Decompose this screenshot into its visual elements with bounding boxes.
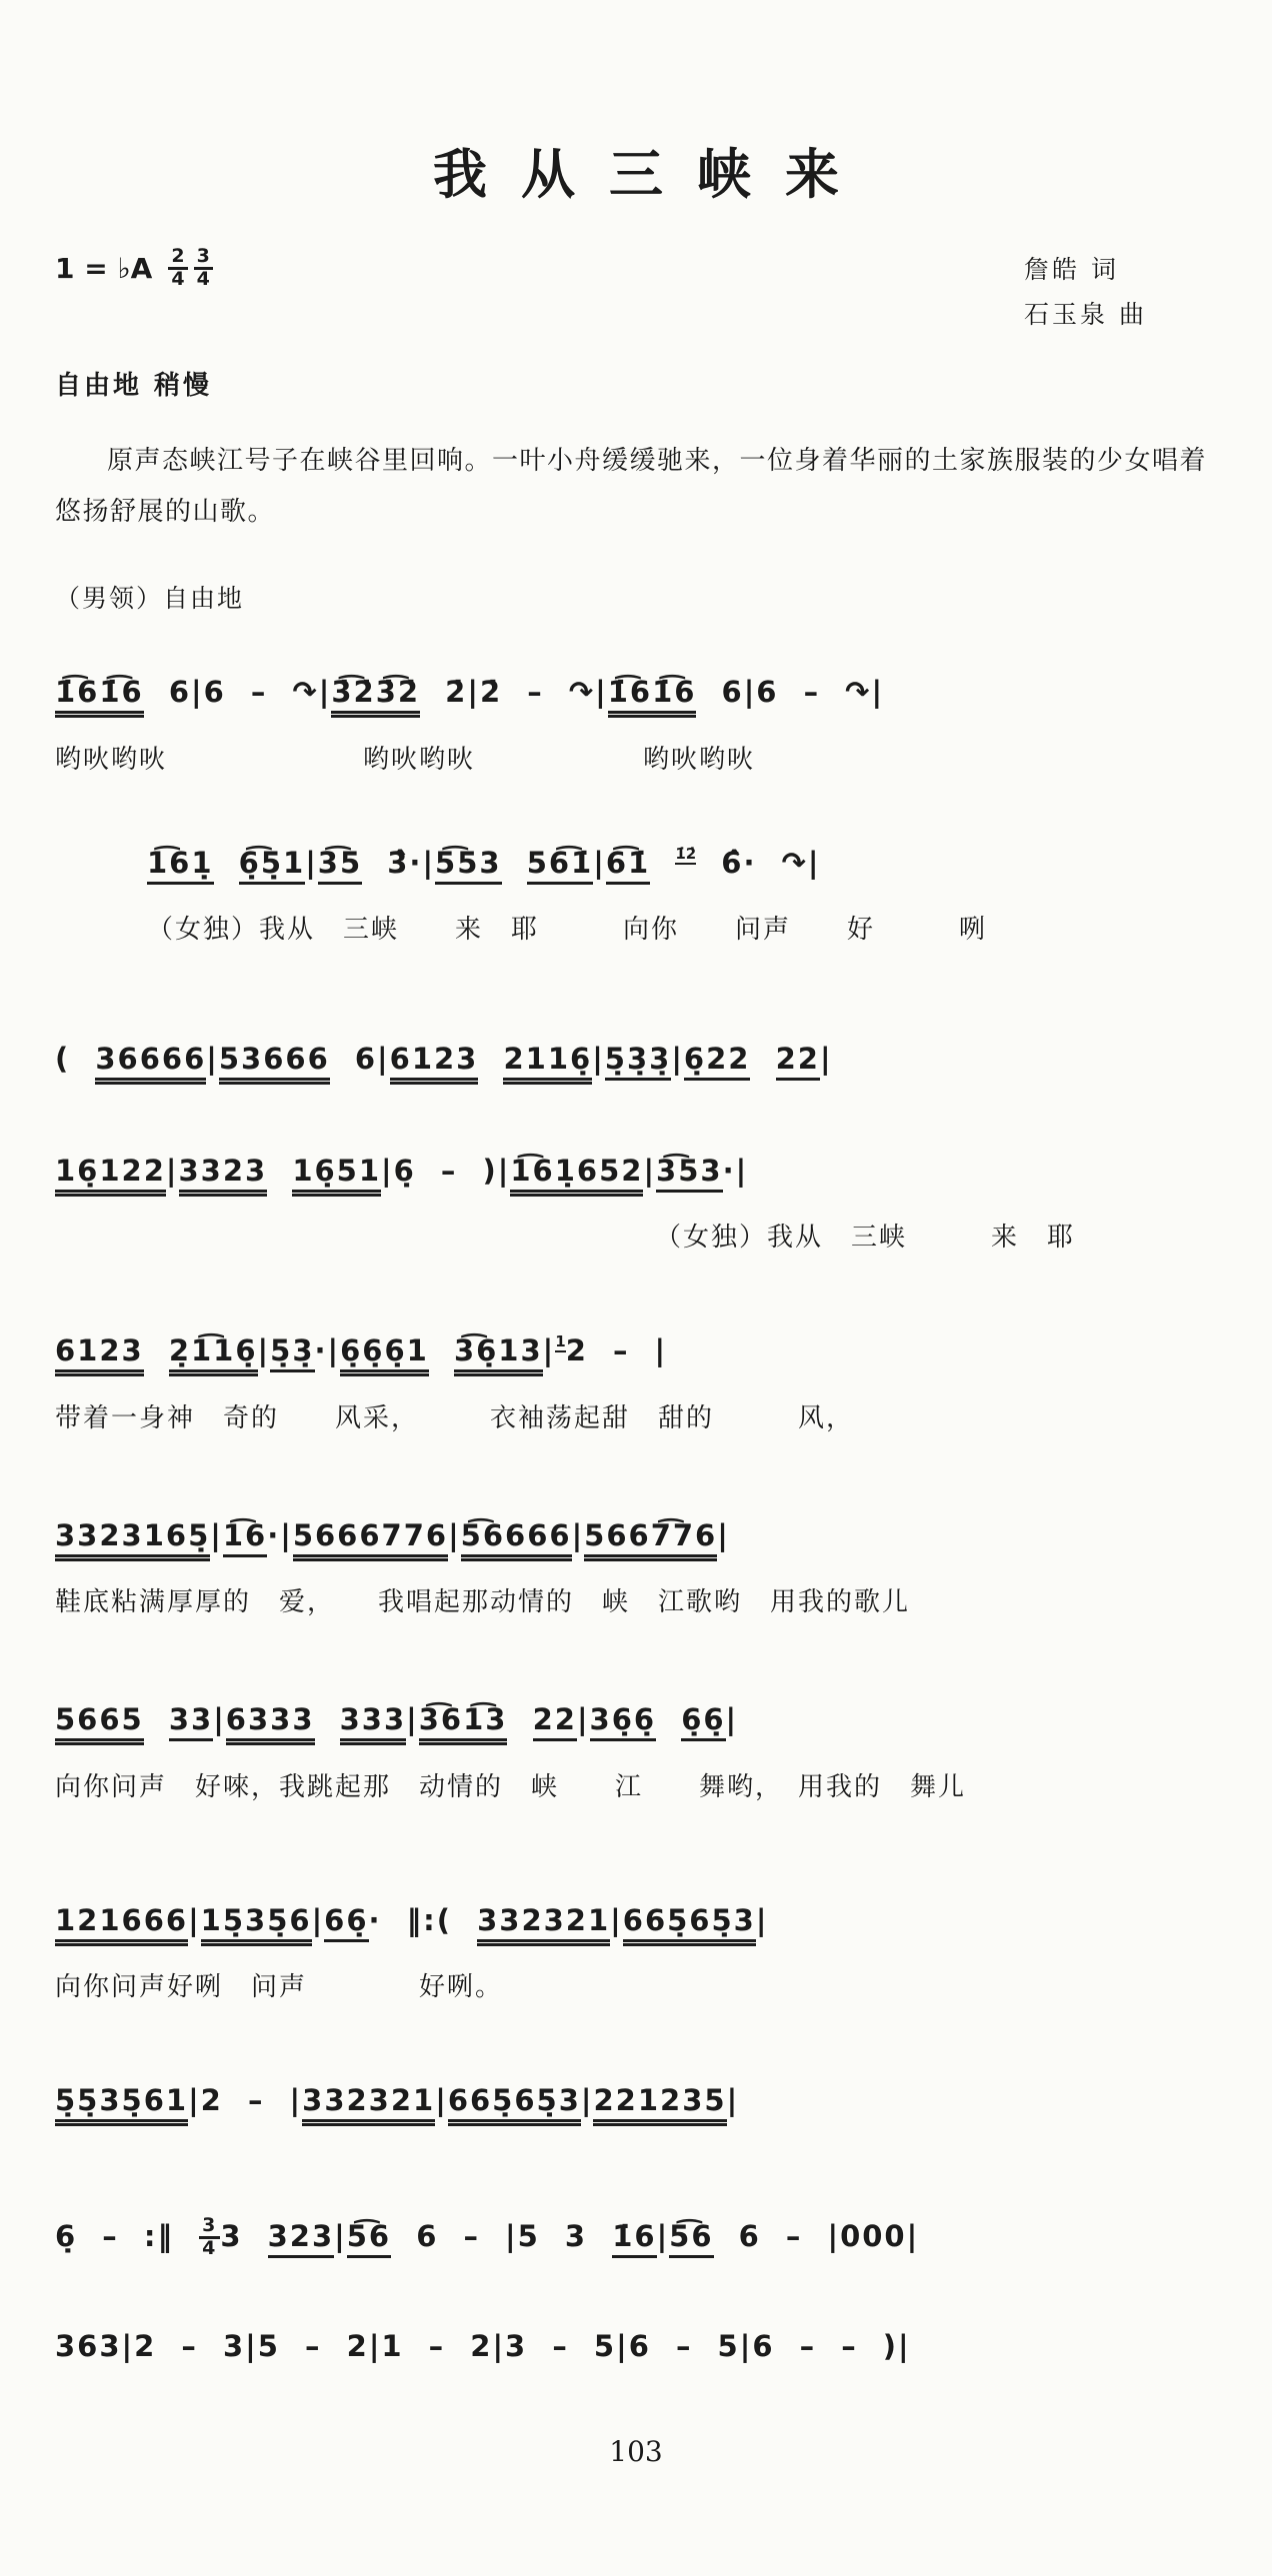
notes-line: 1̇͡61̇͡6 6|6 – ↷|3̇͡2̇3̇͡2̇ 2̇|2̇ – ↷|1̇͡61̇͡6 6|6 – ↷| <box>55 671 1217 725</box>
music-system <box>55 2079 1217 2133</box>
notes-line: 6̣ – :‖ $\frac{3}{4}$ 3 323|5͡6 6 – |5 3 1̇6|5͡6 6 – |000| <box>55 2214 920 2260</box>
song-title: 我从三峡来 <box>433 142 873 206</box>
music-system <box>55 671 1217 776</box>
time-signatures <box>168 247 212 290</box>
music-system <box>55 1899 1217 2004</box>
notes-line: 5665 33|6333 333|3͡61͡3 22|36̣6̣ 6̣6̣| <box>55 1698 1217 1752</box>
lyricist-credit: 詹皓 词 <box>1024 255 1119 284</box>
music-system <box>55 1329 1217 1434</box>
page-number: 103 <box>609 2434 663 2468</box>
music-system <box>55 2325 1217 2379</box>
music-system <box>55 2215 1217 2269</box>
notes-line: ( 36666|53666 6|6123 2116̣|5̣3̣3̣|6̣22 22| <box>55 1038 1217 1092</box>
notes-line: 363|2 – 3|5 – 2|1 – 2|3 – 5|6 – 5|6 – – )| <box>55 2329 911 2364</box>
lyrics-line: （女独）我从 三峡 来 耶 向你 问声 好 咧 <box>147 915 988 946</box>
music-system <box>55 1514 1217 1619</box>
section-label: （男领）自由地 <box>55 584 245 614</box>
notes-line: 5̣5̣35̣61|2 – |332321|665̣65̣3|221235| <box>55 2079 1217 2133</box>
composer-credit: 石玉泉 曲 <box>1024 300 1147 329</box>
music-systems <box>55 671 1217 2378</box>
time-signature: 2 4 <box>168 247 187 290</box>
notes-line: 1͡61̣ 6̣͡5̣1|3͡5 3̂·|5͡53 56͡1̇|6͡1̇ $^{1̇2̇}$ 6̂· ↷| <box>147 842 1217 896</box>
music-system <box>55 1698 1217 1803</box>
lyrics-line: 鞋底粘满厚厚的 爱， 我唱起那动情的 峡 江歌哟 用我的歌儿 <box>55 1587 911 1618</box>
lyrics-line: 向你问声 好唻，我跳起那 动情的 峡 江 舞哟， 用我的 舞儿 <box>55 1771 967 1802</box>
sheet-music-page <box>0 132 1272 2576</box>
music-system <box>55 1038 1217 1092</box>
music-system <box>55 1150 1217 1255</box>
lyrics-line: 带着一身神 奇的 风采， 衣袖荡起甜 甜的 风， <box>55 1402 855 1433</box>
tempo-marking: 自由地 稍慢 <box>55 371 213 401</box>
music-system <box>147 842 1217 947</box>
lyrics-line: 向你问声好咧 问声 好咧。 <box>55 1972 504 2003</box>
meta-row <box>55 247 1217 337</box>
credits <box>1024 247 1147 337</box>
lyrics-line: 哟吙哟吙 哟吙哟吙 哟吙哟吙 <box>55 744 756 775</box>
notes-line: 16̣122|3323 16̣51|6̣ – )|1͡61̣652|3͡53·| <box>55 1150 1217 1204</box>
key-signature-text: 1 = ♭A <box>55 251 153 285</box>
notes-line: 6123 2̣1͡16̣|5̣3̣·|6̣6̣6̣1 $3͡6̣13|^12$ – | <box>55 1329 1217 1383</box>
notes-line: 3323165̣|1͡6·|5666776|5͡6666|5667͡76| <box>55 1514 1217 1568</box>
key-signature <box>55 247 213 290</box>
notes-line: 121666|15̣35̣6|66̣· ‖:( 332321|665̣65̣3| <box>55 1899 1217 1953</box>
lyrics-line: （女独）我从 三峡 来 耶 <box>655 1223 1076 1254</box>
intro-description: 原声态峡江号子在峡谷里回响。一叶小舟缓缓驰来，一位身着华丽的土家族服装的少女唱着悠扬舒展的山歌。 <box>55 446 1208 527</box>
time-signature: 3 4 <box>194 247 213 290</box>
